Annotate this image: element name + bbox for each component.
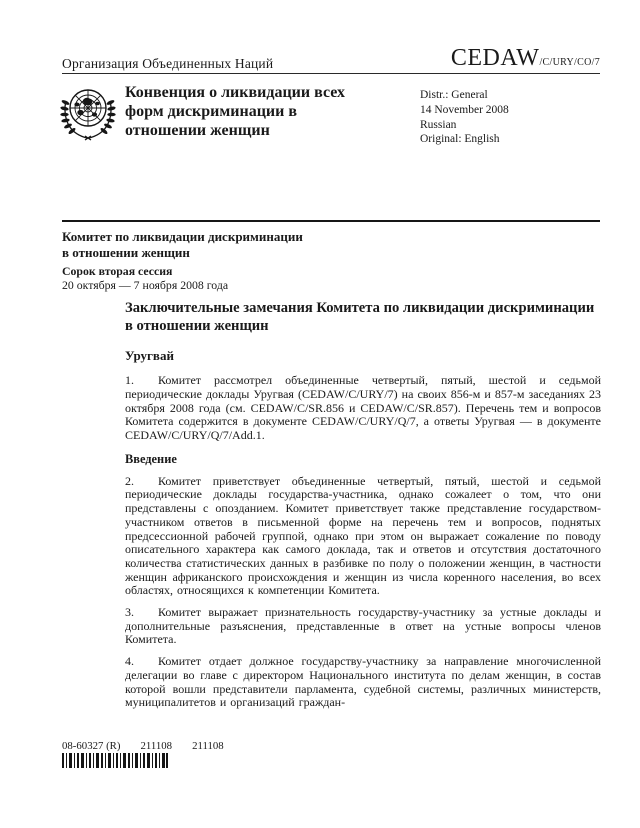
convention-title: Конвенция о ликвидации всех форм дискриминации в отношении женщин <box>125 84 346 139</box>
paragraph-4 <box>125 655 601 710</box>
intro-heading: Введение <box>125 451 177 466</box>
distr-type: Distr.: General <box>420 89 488 101</box>
paragraph-1-text: Комитет рассмотрел объединенные четвертый, пятый, шестой и седьмой периодические доклады Уругвая (CEDAW/C/URY/7) на своих 856-м и 857-м заседаниях 23 октября 2008 года (см. CEDAW/C/SR.856 и CEDAW/C/SR.857). Перечень тем и вопросов Комитета содержится в документе CEDAW/C/URY/Q/7, а ответы Уругвая — в документе CEDAW/C/URY/Q/7/Add.1. <box>125 373 601 442</box>
paragraph-2-text: Комитет приветствует объединенные четвертый, пятый, шестой и седьмой периодические доклады государства-участника, однако сожалеет о том, что они представлены с опозданием. Комитет приветствует также представление государством-участником ответов в письменной форме на перечень тем и вопросов, поднятых предсессионной рабочей группой, однако при этом он выражает сожаление по поводу описательного характера как самого доклада, так и ответов и отсутствия достаточного количества статистических данных в разбивке по полу о положении женщин, в частности женщин африканского происхождения и женщин из числа коренного населения, во всех областях, относящихся к компетенции Комитета. <box>125 473 601 598</box>
paragraph-3-number: 3. <box>125 605 134 620</box>
document-symbol-suffix: /C/URY/CO/7 <box>539 57 600 68</box>
paragraph-2 <box>125 475 601 598</box>
paragraph-1 <box>125 374 601 443</box>
paragraph-2-number: 2. <box>125 473 134 488</box>
masthead <box>62 42 600 72</box>
paragraph-3 <box>125 606 601 647</box>
session-title: Сорок вторая сессия <box>62 264 173 278</box>
main-content <box>125 300 601 710</box>
document-title: Заключительные замечания Комитета по ликвидации дискриминации в отношении женщин <box>125 300 595 334</box>
committee-name-line2: в отношении женщин <box>62 245 190 260</box>
distr-original: Original: English <box>420 133 500 146</box>
paragraph-3-text: Комитет выражает признательность государству-участнику за устные доклады и дополнительные разъяснения, представленные в ответ на устные вопросы членов Комитета. <box>125 605 601 647</box>
footer-codes <box>62 740 224 752</box>
header-rule <box>62 73 600 74</box>
session-dates: 20 октября — 7 ноября 2008 года <box>62 278 229 292</box>
committee-name-line1: Комитет по ликвидации дискриминации <box>62 229 303 244</box>
document-symbol <box>451 45 600 72</box>
footer-doc-number: 08-60327 (R) <box>62 740 121 752</box>
footer-print-code-1: 211108 <box>140 740 173 752</box>
footer-print-code-2: 211108 <box>192 740 224 752</box>
paragraph-4-text: Комитет отдает должное государству-участнику за направление многочисленной делегации во главе с директором Национального института по делам женщин, в состав которой вошли представители парламента, судебной системы, различных министерств, муниципалитетов и организаций граждан- <box>125 654 601 710</box>
un-emblem-icon <box>55 82 121 150</box>
distr-language: Russian <box>420 118 457 131</box>
paragraph-1-number: 1. <box>125 373 134 388</box>
section-rule <box>62 220 600 222</box>
paragraph-4-number: 4. <box>125 654 134 669</box>
distribution-block <box>420 88 509 147</box>
organization-name: Организация Объединенных Наций <box>62 56 274 71</box>
committee-block <box>62 229 482 292</box>
document-symbol-main: CEDAW <box>450 45 540 71</box>
country-heading: Уругвай <box>125 348 174 364</box>
distr-date: 14 November 2008 <box>420 103 509 116</box>
barcode <box>62 753 168 768</box>
